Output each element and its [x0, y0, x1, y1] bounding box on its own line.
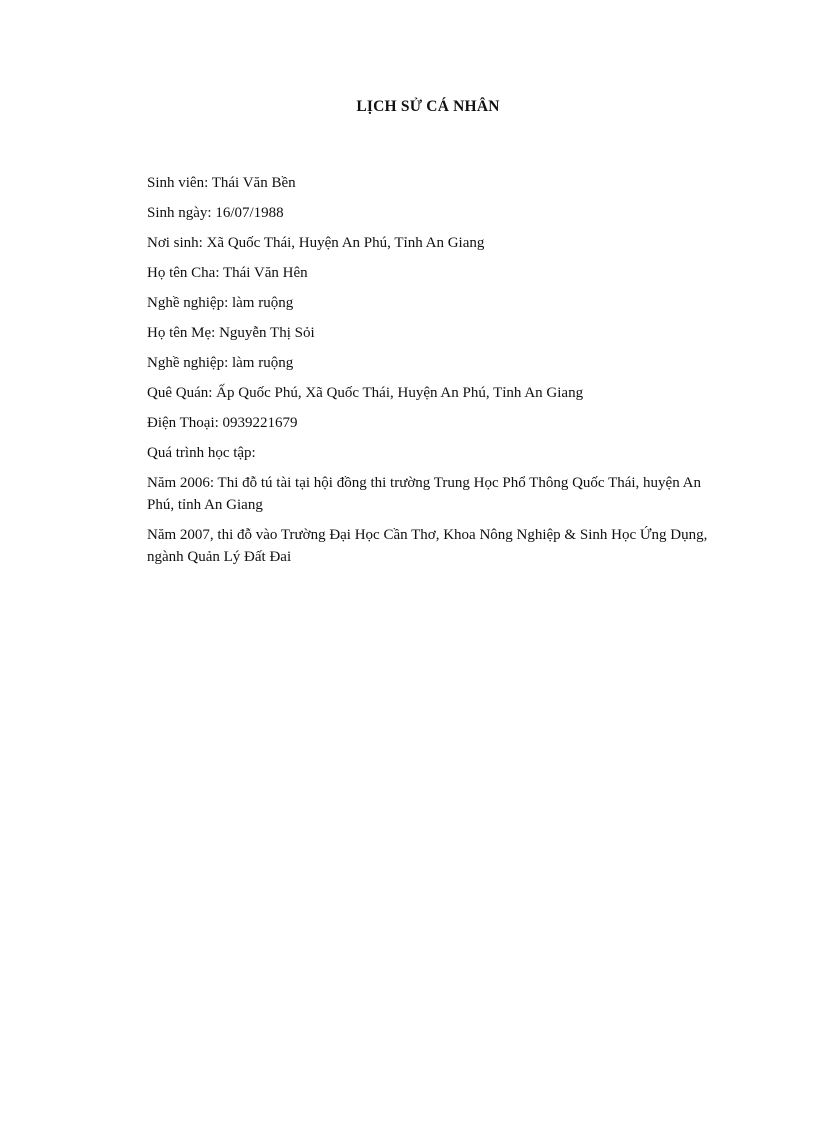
education-heading: Quá trình học tập: — [147, 445, 256, 461]
education-entry-2006: Năm 2006: Thi đỗ tú tài tại hội đồng thi trường Trung Học Phổ Thông Quốc Thái, huyện An Phú, tỉnh An Giang — [147, 475, 701, 513]
father-name-line: Họ tên Cha: Thái Văn Hên — [147, 265, 308, 281]
mother-occupation-line: Nghề nghiệp: làm ruộng — [147, 355, 294, 371]
birth-date-line: Sinh ngày: 16/07/1988 — [147, 205, 284, 221]
document-body — [147, 172, 722, 576]
page-title: LỊCH SỬ CÁ NHÂN — [356, 98, 500, 115]
education-entry-2007: Năm 2007, thi đỗ vào Trường Đại Học Cần Thơ, Khoa Nông Nghiệp & Sinh Học Ứng Dụng, ngành Quản Lý Đất Đai — [147, 527, 708, 565]
mother-name-line: Họ tên Mẹ: Nguyễn Thị Sỏi — [147, 325, 315, 341]
hometown-line: Quê Quán: Ấp Quốc Phú, Xã Quốc Thái, Huyện An Phú, Tỉnh An Giang — [147, 385, 584, 401]
birth-place-line: Nơi sinh: Xã Quốc Thái, Huyện An Phú, Tỉnh An Giang — [147, 235, 485, 251]
student-name-line: Sinh viên: Thái Văn Bền — [147, 175, 296, 191]
father-occupation-line: Nghề nghiệp: làm ruộng — [147, 295, 294, 311]
phone-line: Điện Thoại: 0939221679 — [147, 415, 298, 431]
